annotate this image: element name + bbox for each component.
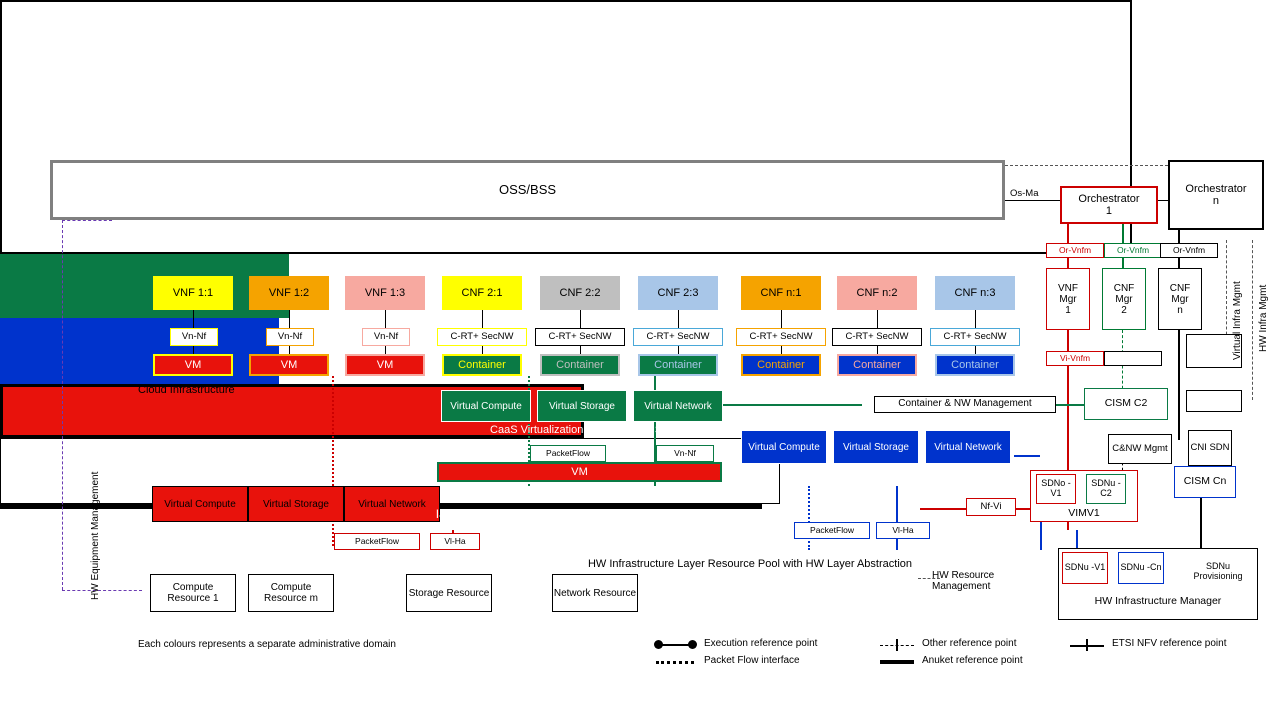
runtime-box-6: Container	[741, 354, 821, 376]
orchestrator-1-box	[1060, 186, 1158, 224]
cnf-mgr-n-l1: CNF	[1169, 282, 1191, 294]
orchestrator-n-box	[1168, 160, 1264, 230]
interface-box-2: Vn-Nf	[362, 328, 410, 346]
connector-6-a	[781, 310, 782, 328]
function-box-8: CNF n:3	[935, 276, 1015, 310]
sdnu-c2-box: SDNu -C2	[1086, 474, 1126, 504]
orchestrator-n-line1: Orchestrator	[1185, 182, 1247, 195]
legend-exec-label: Execution reference point	[704, 638, 818, 649]
runtime-box-8: Container	[935, 354, 1015, 376]
runtime-box-2: VM	[345, 354, 425, 376]
or-vnfm-tag-2: Or-Vnfm	[1104, 243, 1162, 258]
connector-7-a	[877, 310, 878, 328]
resource-storage: Storage Resource	[406, 574, 492, 612]
caasn-viha-tag: Vl-Ha	[876, 522, 930, 539]
connector-7-b	[877, 346, 878, 354]
connector-8-b	[975, 346, 976, 354]
function-box-6: CNF n:1	[741, 276, 821, 310]
legend-anuket-line	[880, 660, 914, 664]
cnf-mgr-n-l3: n	[1177, 304, 1183, 316]
connector-0-b	[193, 346, 194, 354]
line-pf-blue-up	[808, 486, 810, 550]
line-hw-infra-mgmt-v	[1252, 240, 1253, 400]
ossbss-label: OSS/BSS	[498, 181, 557, 197]
vim-v1-label: VIMV1	[1068, 507, 1100, 519]
iaas-virtual-storage: Virtual Storage	[248, 486, 344, 522]
iaas-virtual-compute: Virtual Compute	[152, 486, 248, 522]
function-box-7: CNF n:2	[837, 276, 917, 310]
hw-resource-pool-title: HW Infrastructure Layer Resource Pool with HW Layer Abstraction	[587, 558, 912, 570]
container-nw-management-tag: Container & NW Management	[874, 396, 1056, 413]
ossbss-box	[50, 160, 1005, 220]
function-box-4: CNF 2:2	[540, 276, 620, 310]
legend-other-label: Other reference point	[922, 638, 1017, 649]
function-box-3: CNF 2:1	[442, 276, 522, 310]
connector-2-b	[385, 346, 386, 354]
cnf-mgrn-stub2	[1186, 390, 1242, 412]
runtime-box-7: Container	[837, 354, 917, 376]
cni-sdn-box: CNI SDN	[1188, 430, 1232, 466]
resource-compute-m: Compute Resource m	[248, 574, 334, 612]
cnf-manager-2-box	[1102, 268, 1146, 330]
orchestrator-1-line2: 1	[1105, 205, 1113, 217]
cnf-mgr2-stub	[1104, 351, 1162, 366]
hw-resource-mgmt-label: HW Resource Management	[932, 570, 995, 592]
hw-infrastructure-manager-title: HW Infrastructure Manager	[1094, 595, 1222, 607]
runtime-box-0: VM	[153, 354, 233, 376]
caas2-vm-box: VM	[437, 462, 722, 482]
line-viha-blue	[896, 486, 898, 550]
sdnu-v1-box: SDNu -V1	[1062, 552, 1108, 584]
interface-box-5: C-RT+ SecNW	[633, 328, 723, 346]
cism-c2-box: CISM C2	[1084, 388, 1168, 420]
connector-8-a	[975, 310, 976, 328]
function-box-1: VNF 1:2	[249, 276, 329, 310]
sdnu-cn-box: SDNu -Cn	[1118, 552, 1164, 584]
sdnu-provisioning-box: SDNu Provisioning	[1182, 556, 1254, 588]
interface-box-6: C-RT+ SecNW	[736, 328, 826, 346]
orchestrator-1-line1: Orchestrator	[1078, 192, 1140, 205]
virtual-infra-mgmt-label: Virtual Infra Mgmt	[1232, 281, 1243, 360]
or-vnfm-tag-3: Or-Vnfm	[1160, 243, 1218, 258]
line-hw-equipment-bracket-bottom	[62, 590, 142, 591]
function-box-2: VNF 1:3	[345, 276, 425, 310]
caas-instance-n-title: CaaS Virtualization Instance n (CISI)	[785, 466, 964, 478]
caas2-vnnf-tag: Vn-Nf	[656, 445, 714, 462]
iaas-viha-tag: Vl-Ha	[430, 533, 480, 550]
legend-etsi-tick	[1086, 639, 1088, 651]
caas-instance-n-box	[0, 318, 279, 384]
connector-2-a	[385, 310, 386, 328]
line-blue-down-hw	[1076, 530, 1078, 550]
line-black-cismcn-hwim	[1200, 497, 1202, 549]
connector-5-a	[678, 310, 679, 328]
vnf-mgr-1-l3: 1	[1065, 304, 1071, 316]
legend-anuket-label: Anuket reference point	[922, 655, 1023, 666]
interface-box-0: Vn-Nf	[170, 328, 218, 346]
nf-vi-tag: Nf-Vi	[966, 498, 1016, 516]
interface-box-8: C-RT+ SecNW	[930, 328, 1020, 346]
line-green-cnw	[722, 404, 862, 406]
connector-4-b	[580, 346, 581, 354]
function-box-0: VNF 1:1	[153, 276, 233, 310]
connector-5-b	[678, 346, 679, 354]
caasn-virtual-storage: Virtual Storage	[833, 430, 919, 464]
line-hw-equipment-bracket	[62, 220, 63, 590]
caas2-virtual-network: Virtual Network	[633, 390, 723, 422]
runtime-box-4: Container	[540, 354, 620, 376]
iaas-instance-title: IaaS Virtualization Instance (VMM)	[435, 507, 621, 521]
cnf-mgr-n-l2: Mgr	[1171, 293, 1189, 305]
cnf-mgr-2-l1: CNF	[1113, 282, 1135, 294]
connector-0-a	[193, 310, 194, 328]
vi-vnfm-tag: Vi-Vnfm	[1046, 351, 1104, 366]
connector-1-a	[289, 310, 290, 328]
legend-packetflow-label: Packet Flow interface	[704, 655, 800, 666]
connector-1-b	[289, 346, 290, 354]
interface-box-7: C-RT+ SecNW	[832, 328, 922, 346]
caasn-packetflow-tag: PacketFlow	[794, 522, 870, 539]
interface-box-3: C-RT+ SecNW	[437, 328, 527, 346]
hw-infra-mgmt-label: HW Infra Mgmt	[1258, 284, 1269, 352]
legend-other-tick	[896, 639, 898, 651]
caas2-virtual-compute: Virtual Compute	[441, 390, 531, 422]
runtime-box-3: Container	[442, 354, 522, 376]
line-ossbss-orchn-dash	[1005, 165, 1168, 166]
cnw-mgmt-box: C&NW Mgmt	[1108, 434, 1172, 464]
cnf-mgr-2-l2: Mgr	[1115, 293, 1133, 305]
legend-etsi-label: ETSI NFV reference point	[1112, 638, 1227, 649]
os-ma-label: Os-Ma	[1010, 188, 1039, 199]
interface-box-4: C-RT+ SecNW	[535, 328, 625, 346]
line-green-cism	[1056, 404, 1086, 406]
footer-note: Each colours represents a separate administrative domain	[138, 639, 396, 650]
resource-network: Network Resource	[552, 574, 638, 612]
connector-3-a	[482, 310, 483, 328]
caas-instance-2-box	[0, 254, 289, 318]
orchestrator-n-line2: n	[1212, 195, 1220, 207]
runtime-box-1: VM	[249, 354, 329, 376]
or-vnfm-tag-1: Or-Vnfm	[1046, 243, 1104, 258]
runtime-box-5: Container	[638, 354, 718, 376]
cnf-manager-n-box	[1158, 268, 1202, 330]
connector-3-b	[482, 346, 483, 354]
line-blue-bus-2	[1014, 455, 1040, 457]
iaas-virtual-network: Virtual Network	[344, 486, 440, 522]
caasn-virtual-network: Virtual Network	[925, 430, 1011, 464]
legend-packetflow-line	[656, 661, 694, 664]
vnf-mgr-1-l1: VNF	[1058, 282, 1078, 294]
line-ossbss-osma	[1005, 200, 1060, 201]
function-box-5: CNF 2:3	[638, 276, 718, 310]
caas-instance-2-title: CaaS Virtualization Instance 2 (CISI)	[490, 424, 669, 436]
sdno-v1-box: SDNo -V1	[1036, 474, 1076, 504]
cnf-mgr-2-l3: 2	[1121, 304, 1127, 316]
vnf-manager-1-box	[1046, 268, 1090, 330]
line-cnfmgrn-down	[1178, 330, 1180, 440]
iaas-packetflow-tag: PacketFlow	[334, 533, 420, 550]
legend-exec-dot-l	[654, 640, 663, 649]
connector-6-b	[781, 346, 782, 354]
legend-exec-dot-r	[688, 640, 697, 649]
connector-4-a	[580, 310, 581, 328]
caasn-virtual-compute: Virtual Compute	[741, 430, 827, 464]
line-hw-equipment-bracket-top	[62, 220, 112, 221]
legend-exec-line	[658, 644, 692, 646]
cloud-infrastructure-label: Cloud Infrastructure	[138, 384, 235, 396]
cism-cn-box: CISM Cn	[1174, 466, 1236, 498]
resource-compute-1: Compute Resource 1	[150, 574, 236, 612]
vnf-mgr-1-l2: Mgr	[1059, 293, 1077, 305]
caas2-virtual-storage: Virtual Storage	[537, 390, 627, 422]
caas2-packetflow-tag: PacketFlow	[530, 445, 606, 462]
hw-equipment-mgmt-label: HW Equipment Management	[90, 471, 101, 600]
interface-box-1: Vn-Nf	[266, 328, 314, 346]
